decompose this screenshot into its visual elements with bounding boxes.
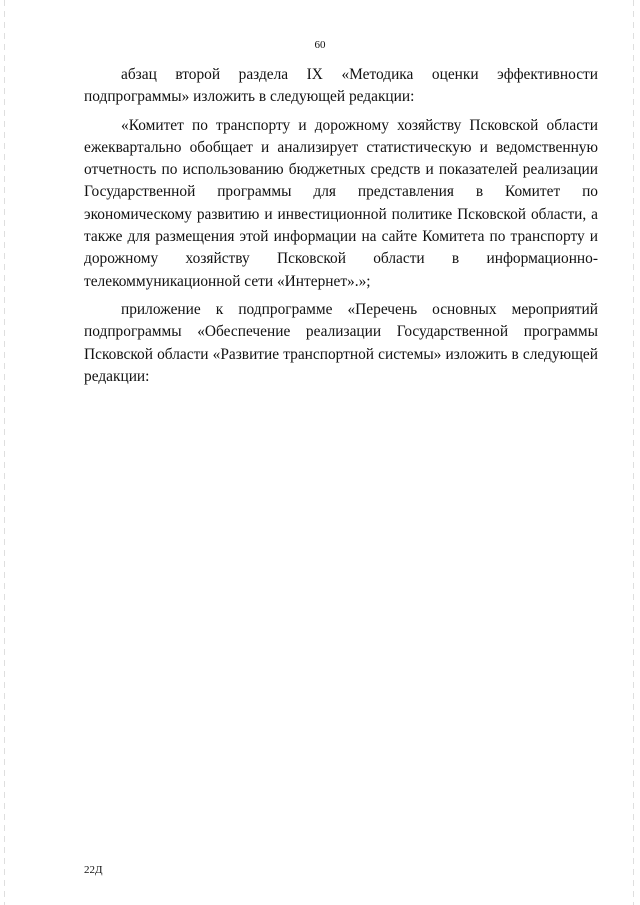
scan-edge-left [4, 0, 5, 905]
page-number: 60 [314, 39, 326, 51]
paragraph-appendix-amendment: приложение к подпрограмме «Перечень основных мероприятий подпрограммы «Обеспечение реализации Государственной программы Псковской области «Развитие транспортной системы» изложить в следующей редакции: [84, 300, 598, 385]
paragraph-committee-reporting: «Комитет по транспорту и дорожному хозяйству Псковской области ежеквартально обобщает и анализирует статистическую и ведомственную отчетность по использованию бюджетных средств и показателей реализации Государственной программы для представления в Комитет по экономическому развитию и инвестиционной политике Псковской области, а также для размещения этой информации на сайте Комитета по транспорту и дорожному хозяйству Псковской области в информационно-телекоммуникационной сети «Интернет».»; [84, 116, 598, 290]
document-body [84, 64, 598, 394]
paragraph-section-ix-amendment: абзац второй раздела IX «Методика оценки эффективности подпрограммы» изложить в следующей редакции: [84, 66, 598, 106]
scan-edge-right [633, 0, 634, 905]
footer-code: 22Д [84, 864, 103, 876]
